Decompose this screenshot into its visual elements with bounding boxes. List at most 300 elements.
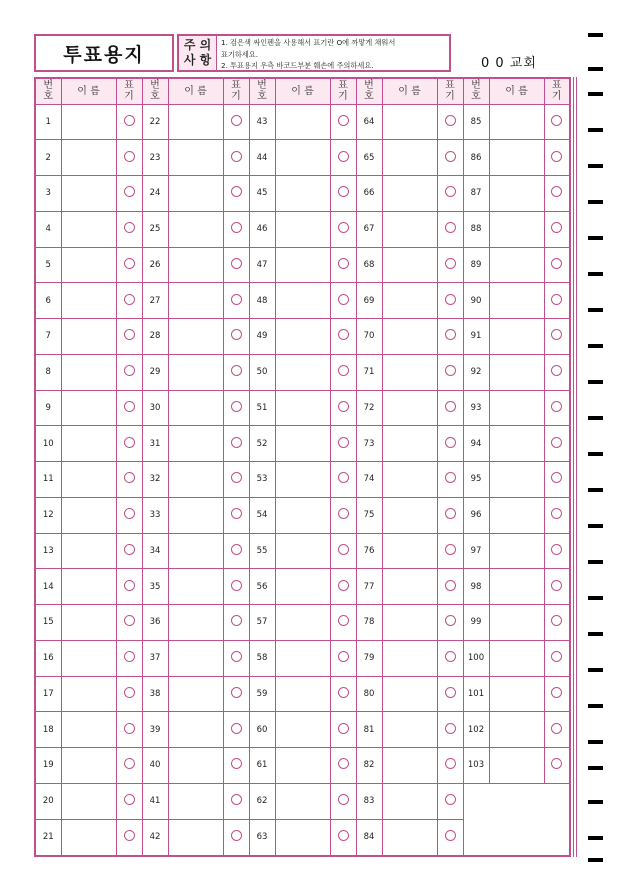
mark-cell bbox=[330, 283, 356, 319]
mark-cell bbox=[116, 247, 142, 283]
candidate-name-field[interactable] bbox=[275, 569, 330, 605]
mark-circle-icon[interactable] bbox=[124, 723, 135, 734]
mark-circle-icon[interactable] bbox=[551, 151, 562, 162]
mark-circle-icon[interactable] bbox=[124, 651, 135, 662]
header-name: 이 름 bbox=[382, 78, 437, 104]
mark-circle-icon[interactable] bbox=[445, 115, 456, 126]
candidate-name-field[interactable] bbox=[61, 426, 116, 462]
mark-cell bbox=[544, 390, 570, 426]
candidate-number: 59 bbox=[249, 676, 275, 712]
mark-circle-icon[interactable] bbox=[551, 437, 562, 448]
candidate-name-field[interactable] bbox=[168, 426, 223, 462]
candidate-name-field[interactable] bbox=[61, 462, 116, 498]
candidate-number: 92 bbox=[463, 354, 489, 390]
candidate-number: 42 bbox=[142, 819, 168, 856]
candidate-name-field[interactable] bbox=[61, 140, 116, 176]
candidate-name-field[interactable] bbox=[168, 819, 223, 856]
mark-circle-icon[interactable] bbox=[231, 258, 242, 269]
mark-cell bbox=[544, 676, 570, 712]
candidate-name-field[interactable] bbox=[168, 712, 223, 748]
candidate-name-field[interactable] bbox=[489, 605, 544, 641]
candidate-name-field[interactable] bbox=[61, 676, 116, 712]
candidate-name-field[interactable] bbox=[275, 211, 330, 247]
mark-circle-icon[interactable] bbox=[445, 258, 456, 269]
header-mark: 표 기 bbox=[330, 78, 356, 104]
candidate-name-field[interactable] bbox=[489, 640, 544, 676]
mark-circle-icon[interactable] bbox=[124, 329, 135, 340]
mark-circle-icon[interactable] bbox=[231, 222, 242, 233]
candidate-number: 6 bbox=[35, 283, 61, 319]
candidate-number: 93 bbox=[463, 390, 489, 426]
candidate-name-field[interactable] bbox=[382, 283, 437, 319]
mark-circle-icon[interactable] bbox=[231, 151, 242, 162]
table-row bbox=[35, 390, 570, 426]
mark-cell bbox=[116, 104, 142, 140]
mark-cell bbox=[116, 640, 142, 676]
mark-circle-icon[interactable] bbox=[124, 437, 135, 448]
candidate-name-field[interactable] bbox=[489, 497, 544, 533]
mark-circle-icon[interactable] bbox=[338, 329, 349, 340]
candidate-name-field[interactable] bbox=[489, 676, 544, 712]
candidate-name-field[interactable] bbox=[61, 783, 116, 819]
candidate-name-field[interactable] bbox=[168, 462, 223, 498]
header-name: 이 름 bbox=[168, 78, 223, 104]
mark-cell bbox=[544, 712, 570, 748]
mark-circle-icon[interactable] bbox=[551, 687, 562, 698]
candidate-name-field[interactable] bbox=[168, 783, 223, 819]
mark-circle-icon[interactable] bbox=[124, 115, 135, 126]
mark-circle-icon[interactable] bbox=[124, 186, 135, 197]
mark-cell bbox=[116, 605, 142, 641]
candidate-number: 43 bbox=[249, 104, 275, 140]
mark-cell bbox=[544, 497, 570, 533]
candidate-number: 79 bbox=[356, 640, 382, 676]
mark-circle-icon[interactable] bbox=[338, 365, 349, 376]
candidate-name-field[interactable] bbox=[489, 390, 544, 426]
candidate-name-field[interactable] bbox=[382, 104, 437, 140]
mark-circle-icon[interactable] bbox=[231, 115, 242, 126]
mark-cell bbox=[437, 819, 463, 856]
mark-circle-icon[interactable] bbox=[231, 329, 242, 340]
mark-cell bbox=[116, 354, 142, 390]
candidate-name-field[interactable] bbox=[61, 283, 116, 319]
table-row bbox=[35, 462, 570, 498]
candidate-number: 65 bbox=[356, 140, 382, 176]
candidate-name-field[interactable] bbox=[382, 426, 437, 462]
mark-circle-icon[interactable] bbox=[551, 758, 562, 769]
candidate-number: 36 bbox=[142, 605, 168, 641]
candidate-name-field[interactable] bbox=[61, 247, 116, 283]
candidate-name-field[interactable] bbox=[382, 319, 437, 355]
mark-cell bbox=[116, 676, 142, 712]
candidate-name-field[interactable] bbox=[275, 283, 330, 319]
mark-circle-icon[interactable] bbox=[231, 687, 242, 698]
mark-circle-icon[interactable] bbox=[231, 365, 242, 376]
candidate-name-field[interactable] bbox=[382, 569, 437, 605]
candidate-name-field[interactable] bbox=[275, 676, 330, 712]
barcode-tick bbox=[588, 488, 603, 492]
barcode-tick bbox=[588, 92, 603, 96]
candidate-number: 52 bbox=[249, 426, 275, 462]
candidate-name-field[interactable] bbox=[168, 283, 223, 319]
candidate-name-field[interactable] bbox=[275, 354, 330, 390]
mark-circle-icon[interactable] bbox=[445, 329, 456, 340]
mark-cell bbox=[330, 533, 356, 569]
candidate-name-field[interactable] bbox=[489, 748, 544, 784]
candidate-name-field[interactable] bbox=[61, 390, 116, 426]
candidate-name-field[interactable] bbox=[61, 712, 116, 748]
candidate-name-field[interactable] bbox=[382, 176, 437, 212]
mark-cell bbox=[437, 426, 463, 462]
mark-circle-icon[interactable] bbox=[124, 758, 135, 769]
candidate-name-field[interactable] bbox=[382, 247, 437, 283]
mark-circle-icon[interactable] bbox=[338, 151, 349, 162]
candidate-name-field[interactable] bbox=[382, 640, 437, 676]
candidate-name-field[interactable] bbox=[382, 676, 437, 712]
candidate-name-field[interactable] bbox=[61, 748, 116, 784]
candidate-name-field[interactable] bbox=[489, 140, 544, 176]
candidate-name-field[interactable] bbox=[61, 354, 116, 390]
mark-circle-icon[interactable] bbox=[338, 472, 349, 483]
candidate-name-field[interactable] bbox=[61, 569, 116, 605]
candidate-name-field[interactable] bbox=[61, 319, 116, 355]
mark-circle-icon[interactable] bbox=[231, 794, 242, 805]
candidate-number: 26 bbox=[142, 247, 168, 283]
mark-circle-icon[interactable] bbox=[338, 544, 349, 555]
mark-circle-icon[interactable] bbox=[551, 294, 562, 305]
mark-cell bbox=[330, 426, 356, 462]
header-number: 번 호 bbox=[249, 78, 275, 104]
candidate-name-field[interactable] bbox=[489, 247, 544, 283]
mark-circle-icon[interactable] bbox=[124, 151, 135, 162]
mark-circle-icon[interactable] bbox=[338, 651, 349, 662]
candidate-number: 10 bbox=[35, 426, 61, 462]
candidate-name-field[interactable] bbox=[382, 533, 437, 569]
barcode-tick bbox=[588, 272, 603, 276]
mark-circle-icon[interactable] bbox=[338, 615, 349, 626]
mark-cell bbox=[330, 104, 356, 140]
mark-cell bbox=[544, 283, 570, 319]
mark-cell bbox=[330, 819, 356, 856]
candidate-name-field[interactable] bbox=[382, 712, 437, 748]
candidate-number: 21 bbox=[35, 819, 61, 856]
candidate-name-field[interactable] bbox=[168, 104, 223, 140]
mark-cell bbox=[437, 247, 463, 283]
mark-circle-icon[interactable] bbox=[551, 544, 562, 555]
mark-circle-icon[interactable] bbox=[445, 544, 456, 555]
header-number: 번 호 bbox=[356, 78, 382, 104]
mark-circle-icon[interactable] bbox=[445, 294, 456, 305]
mark-cell bbox=[437, 176, 463, 212]
candidate-name-field[interactable] bbox=[275, 140, 330, 176]
candidate-number: 58 bbox=[249, 640, 275, 676]
candidate-name-field[interactable] bbox=[275, 712, 330, 748]
mark-circle-icon[interactable] bbox=[551, 222, 562, 233]
candidate-name-field[interactable] bbox=[275, 176, 330, 212]
candidate-name-field[interactable] bbox=[61, 605, 116, 641]
candidate-name-field[interactable] bbox=[489, 319, 544, 355]
mark-circle-icon[interactable] bbox=[551, 115, 562, 126]
mark-circle-icon[interactable] bbox=[445, 508, 456, 519]
mark-circle-icon[interactable] bbox=[338, 508, 349, 519]
candidate-name-field[interactable] bbox=[489, 426, 544, 462]
barcode-tick bbox=[588, 236, 603, 240]
candidate-name-field[interactable] bbox=[61, 104, 116, 140]
mark-circle-icon[interactable] bbox=[445, 830, 456, 841]
mark-cell bbox=[223, 426, 249, 462]
mark-circle-icon[interactable] bbox=[551, 723, 562, 734]
candidate-name-field[interactable] bbox=[489, 569, 544, 605]
candidate-number: 102 bbox=[463, 712, 489, 748]
mark-circle-icon[interactable] bbox=[338, 401, 349, 412]
candidate-name-field[interactable] bbox=[61, 640, 116, 676]
candidate-name-field[interactable] bbox=[168, 354, 223, 390]
candidate-name-field[interactable] bbox=[275, 462, 330, 498]
candidate-name-field[interactable] bbox=[382, 748, 437, 784]
candidate-name-field[interactable] bbox=[382, 605, 437, 641]
mark-circle-icon[interactable] bbox=[231, 401, 242, 412]
candidate-name-field[interactable] bbox=[382, 819, 437, 856]
mark-cell bbox=[437, 712, 463, 748]
mark-cell bbox=[116, 783, 142, 819]
candidate-name-field[interactable] bbox=[489, 211, 544, 247]
mark-circle-icon[interactable] bbox=[231, 508, 242, 519]
mark-circle-icon[interactable] bbox=[124, 365, 135, 376]
mark-circle-icon[interactable] bbox=[551, 508, 562, 519]
candidate-name-field[interactable] bbox=[168, 497, 223, 533]
mark-circle-icon[interactable] bbox=[551, 258, 562, 269]
candidate-name-field[interactable] bbox=[168, 140, 223, 176]
mark-circle-icon[interactable] bbox=[551, 615, 562, 626]
mark-circle-icon[interactable] bbox=[338, 186, 349, 197]
candidate-name-field[interactable] bbox=[168, 748, 223, 784]
mark-circle-icon[interactable] bbox=[445, 580, 456, 591]
mark-circle-icon[interactable] bbox=[124, 687, 135, 698]
barcode-tick bbox=[588, 128, 603, 132]
mark-circle-icon[interactable] bbox=[338, 258, 349, 269]
mark-circle-icon[interactable] bbox=[124, 401, 135, 412]
candidate-number: 95 bbox=[463, 462, 489, 498]
mark-circle-icon[interactable] bbox=[338, 294, 349, 305]
mark-circle-icon[interactable] bbox=[124, 544, 135, 555]
ballot-table bbox=[34, 77, 571, 857]
mark-circle-icon[interactable] bbox=[124, 258, 135, 269]
candidate-name-field[interactable] bbox=[168, 640, 223, 676]
mark-circle-icon[interactable] bbox=[445, 794, 456, 805]
mark-circle-icon[interactable] bbox=[551, 401, 562, 412]
mark-cell bbox=[330, 462, 356, 498]
candidate-name-field[interactable] bbox=[382, 140, 437, 176]
candidate-number: 83 bbox=[356, 783, 382, 819]
candidate-number: 37 bbox=[142, 640, 168, 676]
mark-circle-icon[interactable] bbox=[551, 186, 562, 197]
candidate-name-field[interactable] bbox=[168, 247, 223, 283]
candidate-name-field[interactable] bbox=[275, 605, 330, 641]
mark-circle-icon[interactable] bbox=[445, 151, 456, 162]
barcode-tick bbox=[588, 380, 603, 384]
mark-circle-icon[interactable] bbox=[338, 437, 349, 448]
mark-circle-icon[interactable] bbox=[445, 651, 456, 662]
mark-cell bbox=[223, 104, 249, 140]
mark-circle-icon[interactable] bbox=[231, 758, 242, 769]
mark-circle-icon[interactable] bbox=[124, 508, 135, 519]
notice-line-2: 표기하세요. bbox=[221, 49, 259, 59]
candidate-name-field[interactable] bbox=[489, 176, 544, 212]
mark-circle-icon[interactable] bbox=[445, 186, 456, 197]
mark-cell bbox=[223, 176, 249, 212]
mark-circle-icon[interactable] bbox=[445, 472, 456, 483]
notice-label-line-1: 주 의 bbox=[183, 38, 212, 52]
header-name: 이 름 bbox=[275, 78, 330, 104]
mark-circle-icon[interactable] bbox=[445, 758, 456, 769]
candidate-name-field[interactable] bbox=[275, 426, 330, 462]
header-name: 이 름 bbox=[489, 78, 544, 104]
mark-cell bbox=[223, 390, 249, 426]
mark-circle-icon[interactable] bbox=[231, 186, 242, 197]
candidate-name-field[interactable] bbox=[168, 319, 223, 355]
empty-area bbox=[463, 783, 570, 856]
mark-circle-icon[interactable] bbox=[551, 651, 562, 662]
candidate-number: 35 bbox=[142, 569, 168, 605]
mark-cell bbox=[544, 104, 570, 140]
candidate-name-field[interactable] bbox=[168, 211, 223, 247]
mark-circle-icon[interactable] bbox=[231, 472, 242, 483]
mark-circle-icon[interactable] bbox=[231, 615, 242, 626]
candidate-number: 31 bbox=[142, 426, 168, 462]
candidate-number: 90 bbox=[463, 283, 489, 319]
mark-circle-icon[interactable] bbox=[231, 580, 242, 591]
mark-circle-icon[interactable] bbox=[124, 830, 135, 841]
candidate-name-field[interactable] bbox=[489, 712, 544, 748]
mark-cell bbox=[437, 104, 463, 140]
candidate-name-field[interactable] bbox=[382, 497, 437, 533]
mark-circle-icon[interactable] bbox=[551, 365, 562, 376]
candidate-name-field[interactable] bbox=[275, 533, 330, 569]
mark-circle-icon[interactable] bbox=[231, 651, 242, 662]
mark-cell bbox=[437, 462, 463, 498]
candidate-name-field[interactable] bbox=[168, 676, 223, 712]
mark-circle-icon[interactable] bbox=[338, 830, 349, 841]
candidate-name-field[interactable] bbox=[61, 533, 116, 569]
candidate-name-field[interactable] bbox=[275, 748, 330, 784]
barcode-tick bbox=[588, 668, 603, 672]
table-row bbox=[35, 569, 570, 605]
mark-circle-icon[interactable] bbox=[551, 329, 562, 340]
candidate-name-field[interactable] bbox=[275, 497, 330, 533]
candidate-name-field[interactable] bbox=[275, 819, 330, 856]
candidate-name-field[interactable] bbox=[168, 533, 223, 569]
candidate-name-field[interactable] bbox=[382, 390, 437, 426]
mark-circle-icon[interactable] bbox=[445, 687, 456, 698]
candidate-name-field[interactable] bbox=[61, 176, 116, 212]
candidate-number: 66 bbox=[356, 176, 382, 212]
barcode-tick bbox=[588, 596, 603, 600]
mark-circle-icon[interactable] bbox=[338, 115, 349, 126]
mark-circle-icon[interactable] bbox=[231, 544, 242, 555]
mark-circle-icon[interactable] bbox=[231, 723, 242, 734]
mark-circle-icon[interactable] bbox=[338, 794, 349, 805]
candidate-number: 94 bbox=[463, 426, 489, 462]
header-number: 번 호 bbox=[142, 78, 168, 104]
mark-cell bbox=[437, 605, 463, 641]
candidate-name-field[interactable] bbox=[168, 176, 223, 212]
candidate-number: 100 bbox=[463, 640, 489, 676]
candidate-name-field[interactable] bbox=[489, 533, 544, 569]
mark-circle-icon[interactable] bbox=[231, 830, 242, 841]
candidate-name-field[interactable] bbox=[168, 605, 223, 641]
candidate-name-field[interactable] bbox=[489, 283, 544, 319]
candidate-name-field[interactable] bbox=[275, 319, 330, 355]
candidate-name-field[interactable] bbox=[382, 211, 437, 247]
mark-circle-icon[interactable] bbox=[124, 615, 135, 626]
mark-circle-icon[interactable] bbox=[338, 758, 349, 769]
mark-circle-icon[interactable] bbox=[338, 222, 349, 233]
candidate-name-field[interactable] bbox=[61, 211, 116, 247]
table-row bbox=[35, 176, 570, 212]
candidate-name-field[interactable] bbox=[275, 247, 330, 283]
candidate-name-field[interactable] bbox=[61, 497, 116, 533]
candidate-name-field[interactable] bbox=[382, 783, 437, 819]
mark-circle-icon[interactable] bbox=[445, 222, 456, 233]
mark-circle-icon[interactable] bbox=[445, 365, 456, 376]
notice-text bbox=[217, 36, 449, 70]
mark-circle-icon[interactable] bbox=[338, 687, 349, 698]
mark-circle-icon[interactable] bbox=[338, 723, 349, 734]
mark-circle-icon[interactable] bbox=[124, 294, 135, 305]
candidate-number: 72 bbox=[356, 390, 382, 426]
candidate-name-field[interactable] bbox=[489, 462, 544, 498]
mark-circle-icon[interactable] bbox=[124, 222, 135, 233]
candidate-name-field[interactable] bbox=[382, 354, 437, 390]
mark-circle-icon[interactable] bbox=[124, 472, 135, 483]
mark-circle-icon[interactable] bbox=[231, 294, 242, 305]
mark-circle-icon[interactable] bbox=[445, 723, 456, 734]
barcode-tick bbox=[588, 33, 603, 37]
barcode-tick bbox=[588, 67, 603, 71]
candidate-name-field[interactable] bbox=[489, 104, 544, 140]
mark-circle-icon[interactable] bbox=[124, 580, 135, 591]
mark-cell bbox=[223, 819, 249, 856]
mark-circle-icon[interactable] bbox=[445, 401, 456, 412]
mark-circle-icon[interactable] bbox=[551, 580, 562, 591]
mark-circle-icon[interactable] bbox=[124, 794, 135, 805]
mark-cell bbox=[116, 390, 142, 426]
mark-circle-icon[interactable] bbox=[445, 615, 456, 626]
mark-cell bbox=[223, 211, 249, 247]
mark-circle-icon[interactable] bbox=[338, 580, 349, 591]
candidate-number: 103 bbox=[463, 748, 489, 784]
candidate-name-field[interactable] bbox=[168, 569, 223, 605]
candidate-name-field[interactable] bbox=[275, 104, 330, 140]
mark-cell bbox=[544, 605, 570, 641]
candidate-number: 96 bbox=[463, 497, 489, 533]
candidate-number: 101 bbox=[463, 676, 489, 712]
mark-cell bbox=[223, 605, 249, 641]
mark-circle-icon[interactable] bbox=[551, 472, 562, 483]
candidate-name-field[interactable] bbox=[61, 819, 116, 856]
mark-circle-icon[interactable] bbox=[231, 437, 242, 448]
mark-cell bbox=[437, 569, 463, 605]
mark-circle-icon[interactable] bbox=[445, 437, 456, 448]
candidate-name-field[interactable] bbox=[275, 783, 330, 819]
header-mark: 표 기 bbox=[544, 78, 570, 104]
candidate-name-field[interactable] bbox=[275, 390, 330, 426]
table-row bbox=[35, 533, 570, 569]
candidate-name-field[interactable] bbox=[168, 390, 223, 426]
candidate-name-field[interactable] bbox=[489, 354, 544, 390]
candidate-name-field[interactable] bbox=[275, 640, 330, 676]
candidate-name-field[interactable] bbox=[382, 462, 437, 498]
